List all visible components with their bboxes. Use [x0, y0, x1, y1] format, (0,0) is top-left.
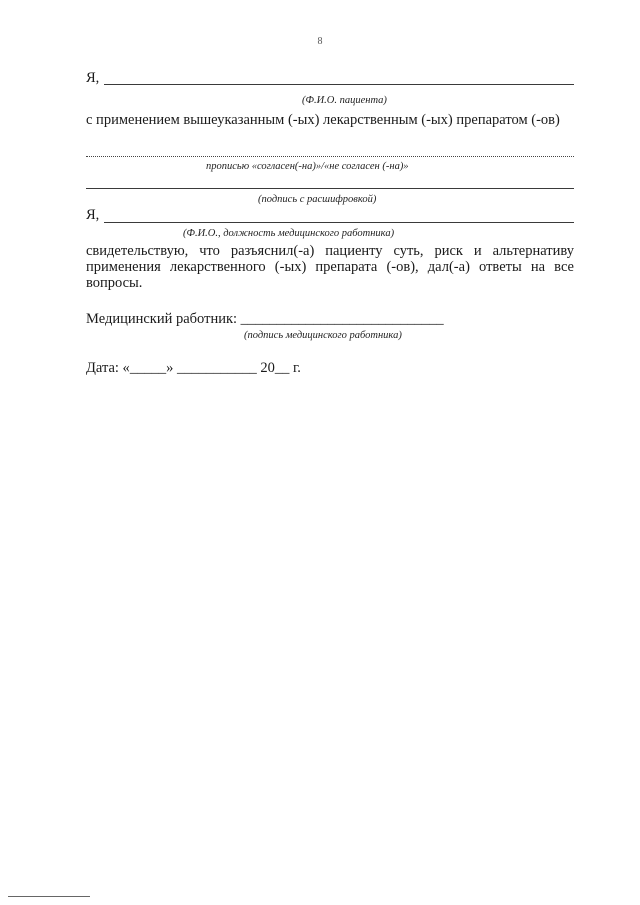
- patient-name-line[interactable]: [104, 84, 574, 85]
- med-worker-row: [86, 311, 444, 327]
- worker-label: Я,: [86, 207, 100, 223]
- signature-line[interactable]: [86, 188, 574, 189]
- testimony-text: свидетельствую, что разъяснил(-а) пациенту суть, риск и альтернативу применения лекарственного (-ых) препарата (-ов), дал(-а) ответы на все вопросы.: [86, 243, 574, 291]
- drug-text: с применением вышеуказанным (-ых) лекарственным (-ых) препаратом (-ов): [86, 112, 560, 128]
- date-month-blank[interactable]: ___________: [176, 360, 257, 376]
- date-suffix: г.: [292, 360, 301, 376]
- date-row: [86, 360, 301, 376]
- med-worker-signature-blank[interactable]: ____________________________: [240, 311, 444, 327]
- date-close-quote: »: [166, 360, 174, 376]
- date-day-blank[interactable]: _____: [129, 360, 167, 376]
- consent-line[interactable]: [86, 156, 574, 157]
- patient-label: Я,: [86, 70, 100, 86]
- date-year-prefix: 20: [260, 360, 275, 376]
- bottom-divider: [8, 896, 90, 897]
- signature-caption: (подпись с расшифровкой): [258, 194, 377, 205]
- worker-name-line[interactable]: [104, 222, 574, 223]
- patient-caption: (Ф.И.О. пациента): [302, 95, 387, 106]
- date-label: Дата: «: [86, 360, 130, 376]
- med-worker-caption: (подпись медицинского работника): [244, 330, 402, 341]
- page-number: 8: [317, 36, 323, 47]
- consent-caption: прописью «согласен(-на)»/«не согласен (-на)»: [206, 161, 409, 172]
- date-year-blank[interactable]: __: [274, 360, 290, 376]
- worker-caption: (Ф.И.О., должность медицинского работника): [183, 228, 395, 239]
- med-worker-label: Медицинский работник:: [86, 311, 238, 327]
